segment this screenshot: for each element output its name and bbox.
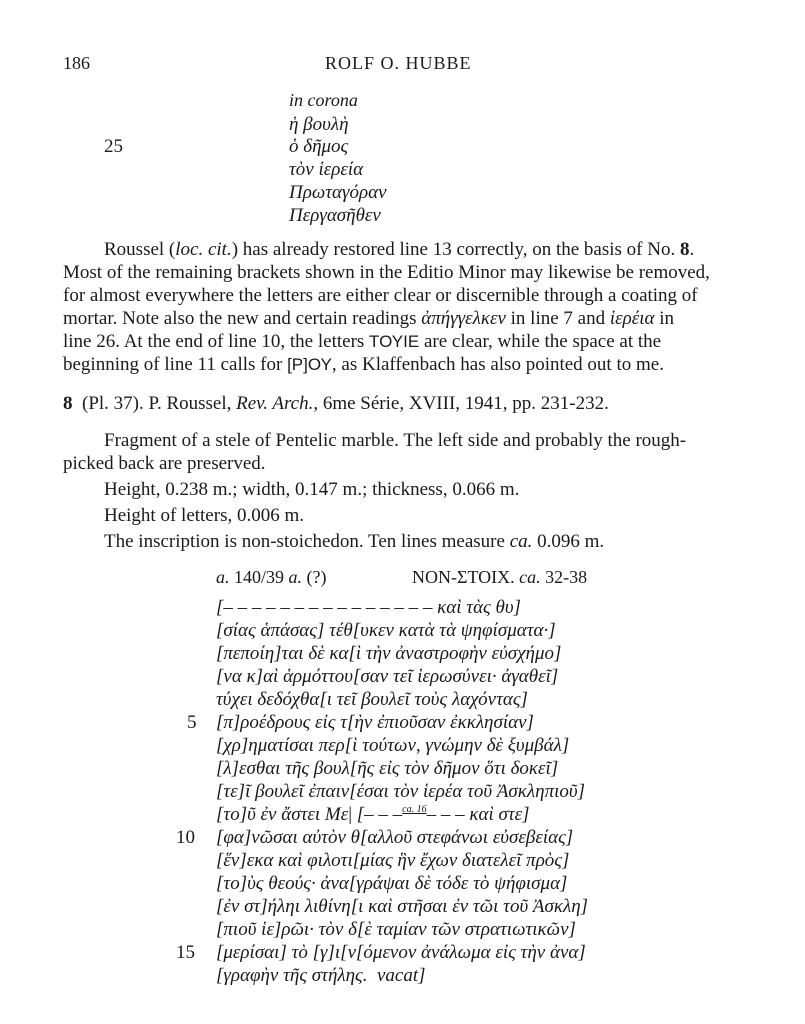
- description-line: The inscription is non-stoichedon. Ten lines measure ca. 0.096 m.: [104, 531, 605, 552]
- paragraph-line: Most of the remaining brackets shown in the Editio Minor may likewise be removed,: [63, 262, 710, 283]
- description-line: Height, 0.238 m.; width, 0.147 m.; thickness, 0.066 m.: [104, 479, 520, 500]
- top-inscription-line: ὁ δῆμος: [289, 136, 349, 157]
- inscription-line: [τε]ῖ βουλεῖ ἐπαιν[έσαι τὸν ἱερέα τοῦ Ἀσκληπιοῦ]: [216, 781, 585, 802]
- top-inscription-line: Περγασῆθεν: [289, 205, 381, 226]
- in-corona-label: in corona: [289, 90, 358, 110]
- inscription-line: [γραφὴν τῆς στήλης. vacat]: [216, 965, 426, 986]
- inscription-line: [ἐν στ]ήληι λιθίνη[ι καὶ στῆσαι ἐν τῶι τοῦ Ἀσκλη]: [216, 896, 589, 917]
- top-inscription-line: Πρωταγόραν: [289, 182, 387, 203]
- line-number: 25: [104, 136, 123, 157]
- inscription-line: τύχει δεδόχθα[ι τεῖ βουλεῖ τοὺς λαχόντας]: [216, 689, 528, 710]
- inscription-line: [να κ]αὶ ἁρμόττου[σαν τεῖ ἱερωσύνει· ἀγαθεῖ]: [216, 666, 559, 687]
- inscription-line: [πιοῦ ἱε]ρῶι· τὸν δ[ὲ ταμίαν τῶν στρατιωτικῶν]: [216, 919, 576, 940]
- paragraph-line: for almost everywhere the letters are either clear or discernible through a coating of: [63, 285, 698, 306]
- description-line: Height of letters, 0.006 m.: [104, 505, 304, 526]
- inscription-line: [χρ]ηματίσαι περ[ὶ τούτων, γνώμην δὲ ξυμβάλ]: [216, 735, 570, 756]
- line-number: 15: [176, 942, 195, 963]
- description-line: Fragment of a stele of Pentelic marble. The left side and probably the rough-: [104, 430, 687, 451]
- running-head-author: ROLF O. HUBBE: [325, 53, 472, 73]
- inscription-line: [– – – – – – – – – – – – – – – καὶ τὰς θυ]: [216, 597, 521, 618]
- paragraph-line: mortar. Note also the new and certain readings ἀπήγγελκεν in line 7 and ἱερέια in: [63, 308, 675, 329]
- top-inscription-line: ἡ βουλὴ: [289, 114, 349, 135]
- inscription-line: [σίας ἁπάσας] τέθ[υκεν κατὰ τὰ ψηφίσματα·]: [216, 620, 556, 641]
- inscription-line: [φα]νῶσαι αὐτὸν θ[αλλοῦ στεφάνωι εὐσεβείας]: [216, 827, 574, 848]
- paragraph-line: beginning of line 11 calls for [Ρ]ΟΥ, as Klaffenbach has also pointed out to me.: [63, 354, 664, 375]
- page-number: 186: [63, 53, 90, 73]
- inscription-line: [ἕν]εκα καὶ φιλοτι[μίας ἣν ἔχων διατελεῖ πρὸς]: [216, 850, 570, 871]
- line-number: 5: [187, 712, 197, 733]
- paragraph-line: line 26. At the end of line 10, the letters ΤΟΥΙΕ are clear, while the space at the: [63, 331, 662, 352]
- line-number: 10: [176, 827, 195, 848]
- inscription-line: [π]ροέδρους εἰς τ[ὴν ἐπιοῦσαν ἐκκλησίαν]: [216, 712, 534, 733]
- stoichedon-note: ΝΟΝ-ΣΤΟΙΧ. ca. 32-38: [412, 567, 588, 587]
- entry-heading: 8 (Pl. 37). P. Roussel, Rev. Arch., 6me Série, XVIII, 1941, pp. 231-232.: [63, 393, 609, 414]
- inscription-line: [μερίσαι] τὸ [γ]ι[ν[όμενον ἀνάλωμα εἰς τὴν ἀνα]: [216, 942, 586, 963]
- inscription-line: [το]ὺς θεούς· ἀνα[γράψαι δὲ τόδε τὸ ψήφισμα]: [216, 873, 568, 894]
- paragraph-line: Roussel (loc. cit.) has already restored line 13 correctly, on the basis of No. 8.: [104, 239, 695, 260]
- top-inscription-line: τὸν ἱερεία: [289, 159, 364, 180]
- inscription-line: [λ]εσθαι τῆς βουλ[ῆς εἰς τὸν δῆμον ὅτι δοκεῖ]: [216, 758, 559, 779]
- inscription-line: [πεποίη]ται δὲ κα[ὶ τὴν ἀναστροφὴν εὐσχήμο]: [216, 643, 562, 664]
- inscription-line: [το]ῦ ἐν ἄστει Με| [– – –$^{ca. 16}$– – – καὶ στε]: [216, 804, 530, 825]
- inscription-date: a. 140/39 a. (?): [216, 567, 327, 587]
- description-line: picked back are preserved.: [63, 453, 266, 474]
